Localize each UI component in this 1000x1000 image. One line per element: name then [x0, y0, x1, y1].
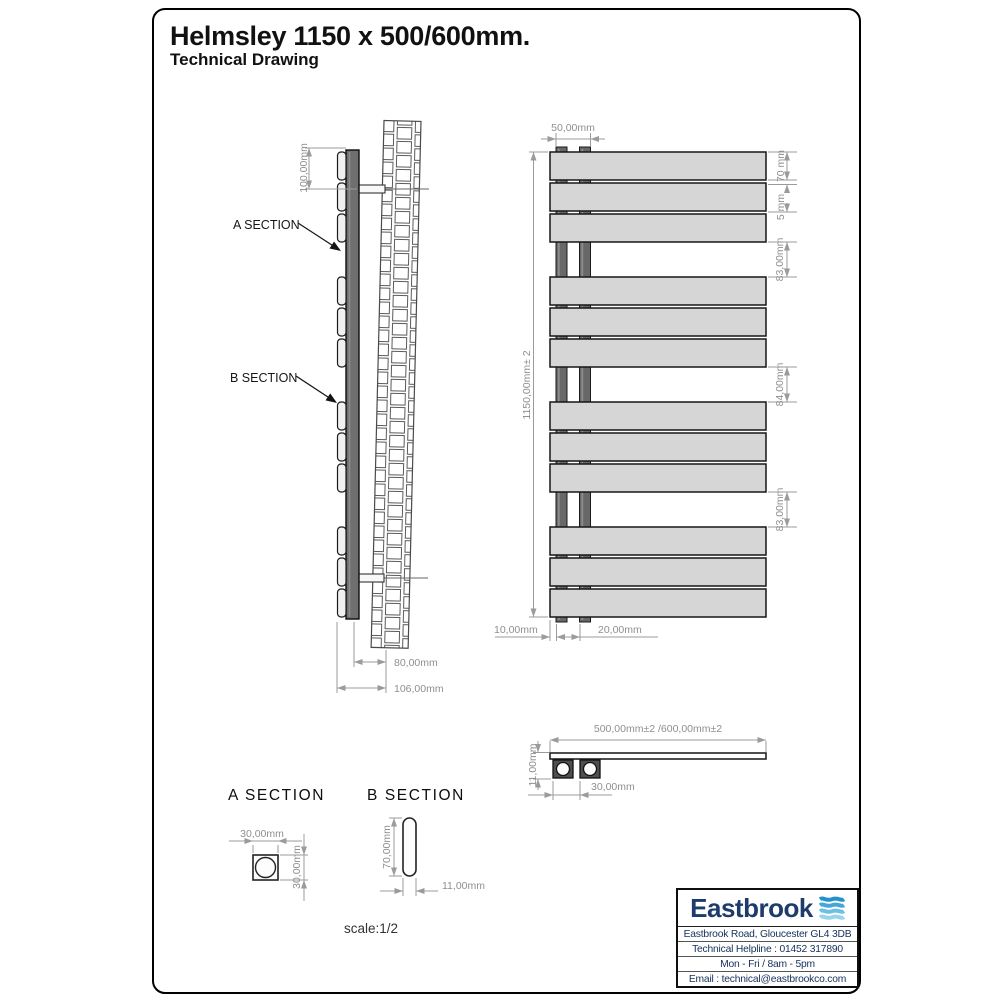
brand-helpline: Technical Helpline : 01452 317890 [678, 942, 857, 957]
top-view-pipes [553, 760, 600, 778]
dim-pipe-offset: 30,00mm [591, 781, 635, 793]
section-a-dim-height: 30,00mm [291, 845, 303, 889]
eastbrook-waves-icon [819, 896, 845, 920]
side-view [230, 121, 444, 695]
brand-hours: Mon - Fri / 8am - 5pm [678, 957, 857, 972]
dim-panel-height: 70 mm [775, 149, 787, 183]
eastbrook-logo-text: Eastbrook [690, 892, 813, 923]
dim-bottom-edge: 10,00mm [494, 624, 538, 636]
a-section-callout [233, 218, 343, 255]
section-a-dim-width: 30,00mm [240, 828, 284, 840]
dim-overall-width: 500,00mm±2 /600,00mm±2 [593, 723, 723, 735]
drawing-subtitle: Technical Drawing [170, 50, 319, 70]
section-a-bore [256, 858, 276, 878]
brand-email: Email : technical@eastbrookco.com [688, 973, 847, 985]
dim-bracket-offset: 100,00mm [298, 143, 310, 193]
a-section-callout-label: A SECTION [233, 218, 300, 232]
brand-box [676, 888, 859, 988]
side-collector-bar [346, 150, 359, 619]
dim-group-gap-bottom: 83,00mm [774, 487, 786, 532]
dim-overall-height: 1150,00mm± 2 [521, 350, 533, 420]
wall-hatch [371, 121, 421, 649]
dim-panel-gap: 5 mm [775, 193, 787, 221]
top-view-panel [550, 753, 766, 759]
b-section-callout-label: B SECTION [230, 371, 298, 385]
front-view [494, 122, 797, 641]
brand-address: Eastbrook Road, Gloucester GL4 3DB [678, 927, 857, 942]
section-b-detail [367, 787, 485, 896]
section-b-label: B SECTION [367, 787, 465, 804]
drawing-title: Helmsley 1150 x 500/600mm. [170, 21, 530, 51]
section-b-dim-width: 11,00mm [442, 880, 485, 892]
dim-pipe-spacing: 50,00mm [551, 122, 595, 134]
side-panels [338, 152, 347, 617]
dim-overall-depth: 106,00mm [394, 683, 444, 695]
section-a-detail [228, 787, 325, 901]
section-b-oval [403, 818, 416, 876]
brand-logo-row [678, 890, 857, 927]
top-view [527, 723, 766, 800]
dim-depth-to-wall: 80,00mm [394, 657, 438, 669]
section-a-label: A SECTION [228, 787, 326, 804]
dim-top-depth: 11,00mm [527, 743, 539, 787]
b-section-callout [230, 371, 339, 406]
section-b-dim-height: 70,00mm [381, 825, 393, 869]
dim-bottom-pipes: 20,00mm [598, 624, 642, 636]
dim-group-gap-top: 83,00mm [774, 237, 786, 282]
scale-note: scale:1/2 [344, 921, 399, 936]
dim-group-gap-middle: 84,00mm [774, 362, 786, 407]
